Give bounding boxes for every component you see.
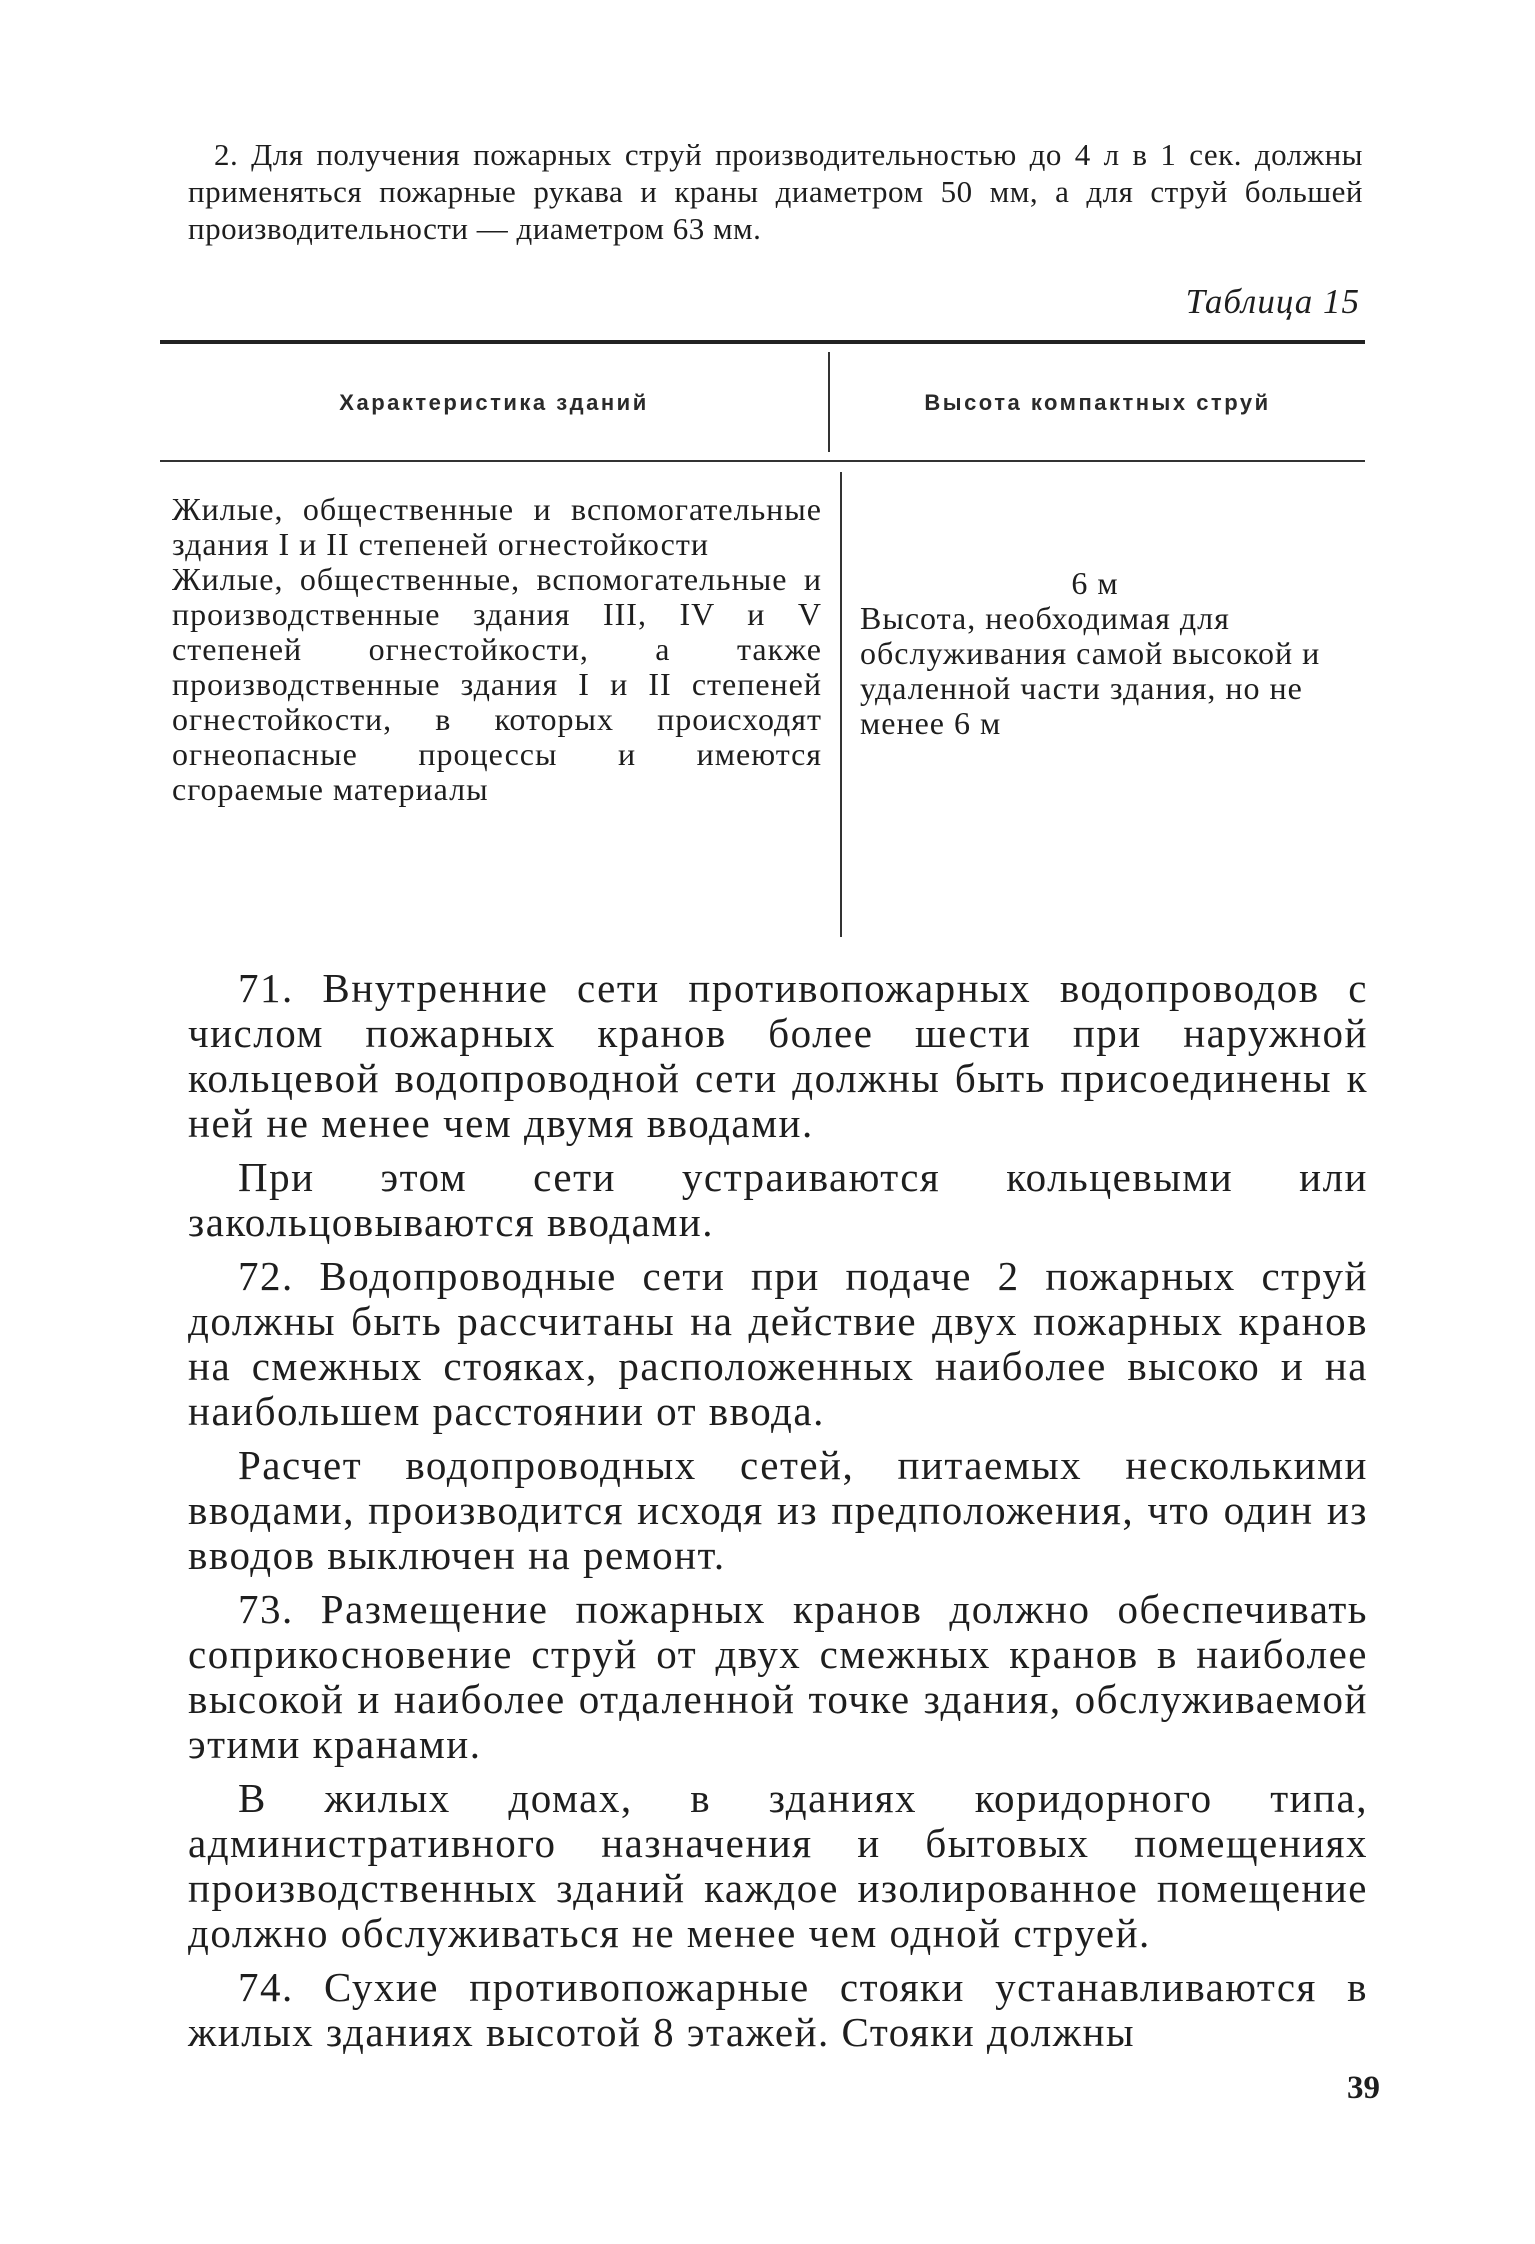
paragraph-73-cont: В жилых домах, в зданиях коридорного типа, административного назначения и бытовых помещениях производственных зданий каждое изолированное помещение должно обслуживаться не менее чем одной струей. bbox=[188, 1775, 1368, 1956]
data-table bbox=[160, 340, 1365, 940]
paragraph-74: 74. Сухие противопожарные стояки устанавливаются в жилых зданиях высотой 8 этажей. Стояки должны bbox=[188, 1964, 1368, 2055]
height-column bbox=[860, 566, 1330, 741]
paragraph-72-cont: Расчет водопроводных сетей, питаемых несколькими вводами, производится исходя из предположения, что один из вводов выключен на ремонт. bbox=[188, 1442, 1368, 1578]
page-number: 39 bbox=[1347, 2070, 1380, 2106]
body-text bbox=[188, 966, 1368, 2064]
header-bottom-rule bbox=[160, 460, 1365, 462]
paragraph-72: 72. Водопроводные сети при подаче 2 пожарных струй должны быть рассчитаны на действие двух пожарных кранов на смежных стояках, расположенных наиболее высоко и на наибольшем расстоянии от ввода. bbox=[188, 1253, 1368, 1434]
table-row-height: Высота, необходимая для обслуживания самой высокой и удаленной части здания, но не менее 6 м bbox=[860, 600, 1321, 741]
body-column-divider bbox=[840, 472, 842, 937]
header-jet-height: Высота компактных струй bbox=[924, 390, 1271, 415]
table-note bbox=[188, 136, 1363, 247]
table-row-building: Жилые, общественные, вспомогательные и производственные здания III, IV и V степеней огнестойкости, а также производственные здания I и II степеней огнестойкости, в которых происходят огнеопасные процессы и имеются сгораемые материалы bbox=[172, 561, 822, 807]
table-row-building: Жилые, общественные и вспомогательные здания I и II степеней огнестойкости bbox=[172, 491, 822, 562]
header-building-characteristics: Характеристика зданий bbox=[339, 390, 649, 415]
paragraph-71: 71. Внутренние сети противопожарных водопроводов с числом пожарных кранов более шести при наружной кольцевой водопроводной сети должны быть присоединены к ней не менее чем двумя вводами. bbox=[188, 965, 1368, 1146]
table-row-height: 6 м bbox=[1071, 565, 1119, 601]
building-column bbox=[172, 492, 822, 807]
table-caption: Таблица 15 bbox=[1185, 282, 1360, 321]
paragraph-73: 73. Размещение пожарных кранов должно обеспечивать соприкосновение струй от двух смежных кранов в наиболее высокой и наиболее отдаленной точке здания, обслуживаемой этими кранами. bbox=[188, 1586, 1368, 1767]
note-paragraph: 2. Для получения пожарных струй производительностью до 4 л в 1 сек. должны применяться пожарные рукава и краны диаметром 50 мм, а для струй большей производительности — диаметром 63 мм. bbox=[188, 137, 1363, 246]
table-top-rule bbox=[160, 340, 1365, 344]
paragraph-71-cont: При этом сети устраиваются кольцевыми или закольцовываются вводами. bbox=[188, 1154, 1368, 1245]
